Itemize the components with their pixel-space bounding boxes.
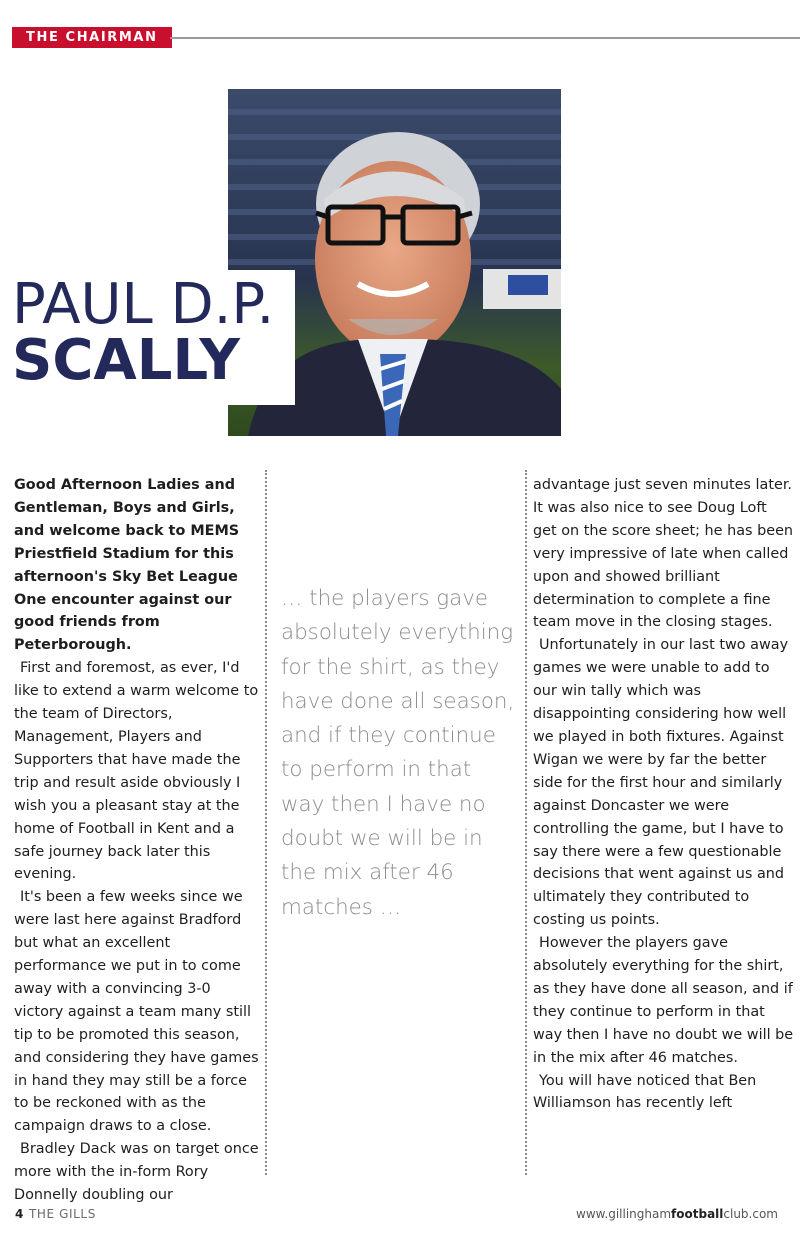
column-divider <box>525 470 527 1175</box>
pull-quote: … the players gave absolutely everything for the shirt, as they have done all season, and if they continue to perform in that way then I have no doubt we will be in the mix after 46 matches … <box>281 586 515 920</box>
footer-url <box>576 1207 778 1221</box>
body-paragraph: Unfortunately in our last two away games we were unable to add to our win tally which was disappointing considering how well we played in both fixtures. Against Wigan we were by far the better side for the first hour and similarly against Doncaster we were controlling the game, but I have to say there were a few questionable decisions that went against us and ultimately they contributed to costing us points. <box>533 637 789 929</box>
page-number: 4 <box>15 1207 24 1221</box>
url-bold: football <box>671 1207 724 1221</box>
left-column <box>14 474 264 1207</box>
publication-name: THE GILLS <box>28 1207 96 1221</box>
body-paragraph: It's been a few weeks since we were last here against Bradford but what an excellent performance we put in to come away with a convincing 3-0 victory against a team many still tip to be promoted this season, and considering they have games in hand they may still be a force to be reckoned with as the campaign draws to a close. <box>14 889 259 1135</box>
lead-paragraph: Good Afternoon Ladies and Gentleman, Boys and Girls, and welcome back to MEMS Priestfield Stadium for this afternoon's Sky Bet League One encounter against our good friends from Peterborough. <box>14 477 240 654</box>
chairman-first-name: PAUL D.P. <box>12 272 275 337</box>
body-paragraph: advantage just seven minutes later. It was also nice to see Doug Loft get on the score sheet; he has been very impressive of late when called upon and showed brilliant determination to complete a fine team move in the closing stages. <box>533 477 794 631</box>
section-label: THE CHAIRMAN <box>12 27 172 48</box>
body-paragraph: First and foremost, as ever, I'd like to extend a warm welcome to the team of Directors, Management, Players and Supporters that have made the trip and result aside obviously I wish you a pleasant stay at the home of Football in Kent and a safe journey back later this evening. <box>14 660 259 883</box>
url-prefix: www.gillingham <box>576 1207 672 1221</box>
column-divider <box>265 470 267 1175</box>
header-divider <box>170 37 800 39</box>
right-column <box>533 474 795 1115</box>
body-paragraph: You will have noticed that Ben Williamson has recently left <box>533 1072 757 1112</box>
body-paragraph: However the players gave absolutely everything for the shirt, as they have done all season, and if they continue to perform in that way then I have no doubt we will be in the mix after 46 matches. <box>533 935 794 1066</box>
body-paragraph: Bradley Dack was on target once more with the in-form Rory Donnelly doubling our <box>14 1141 259 1204</box>
url-suffix: club.com <box>723 1207 778 1221</box>
chairman-surname: SCALLY <box>12 328 240 393</box>
footer-publication <box>15 1207 96 1221</box>
